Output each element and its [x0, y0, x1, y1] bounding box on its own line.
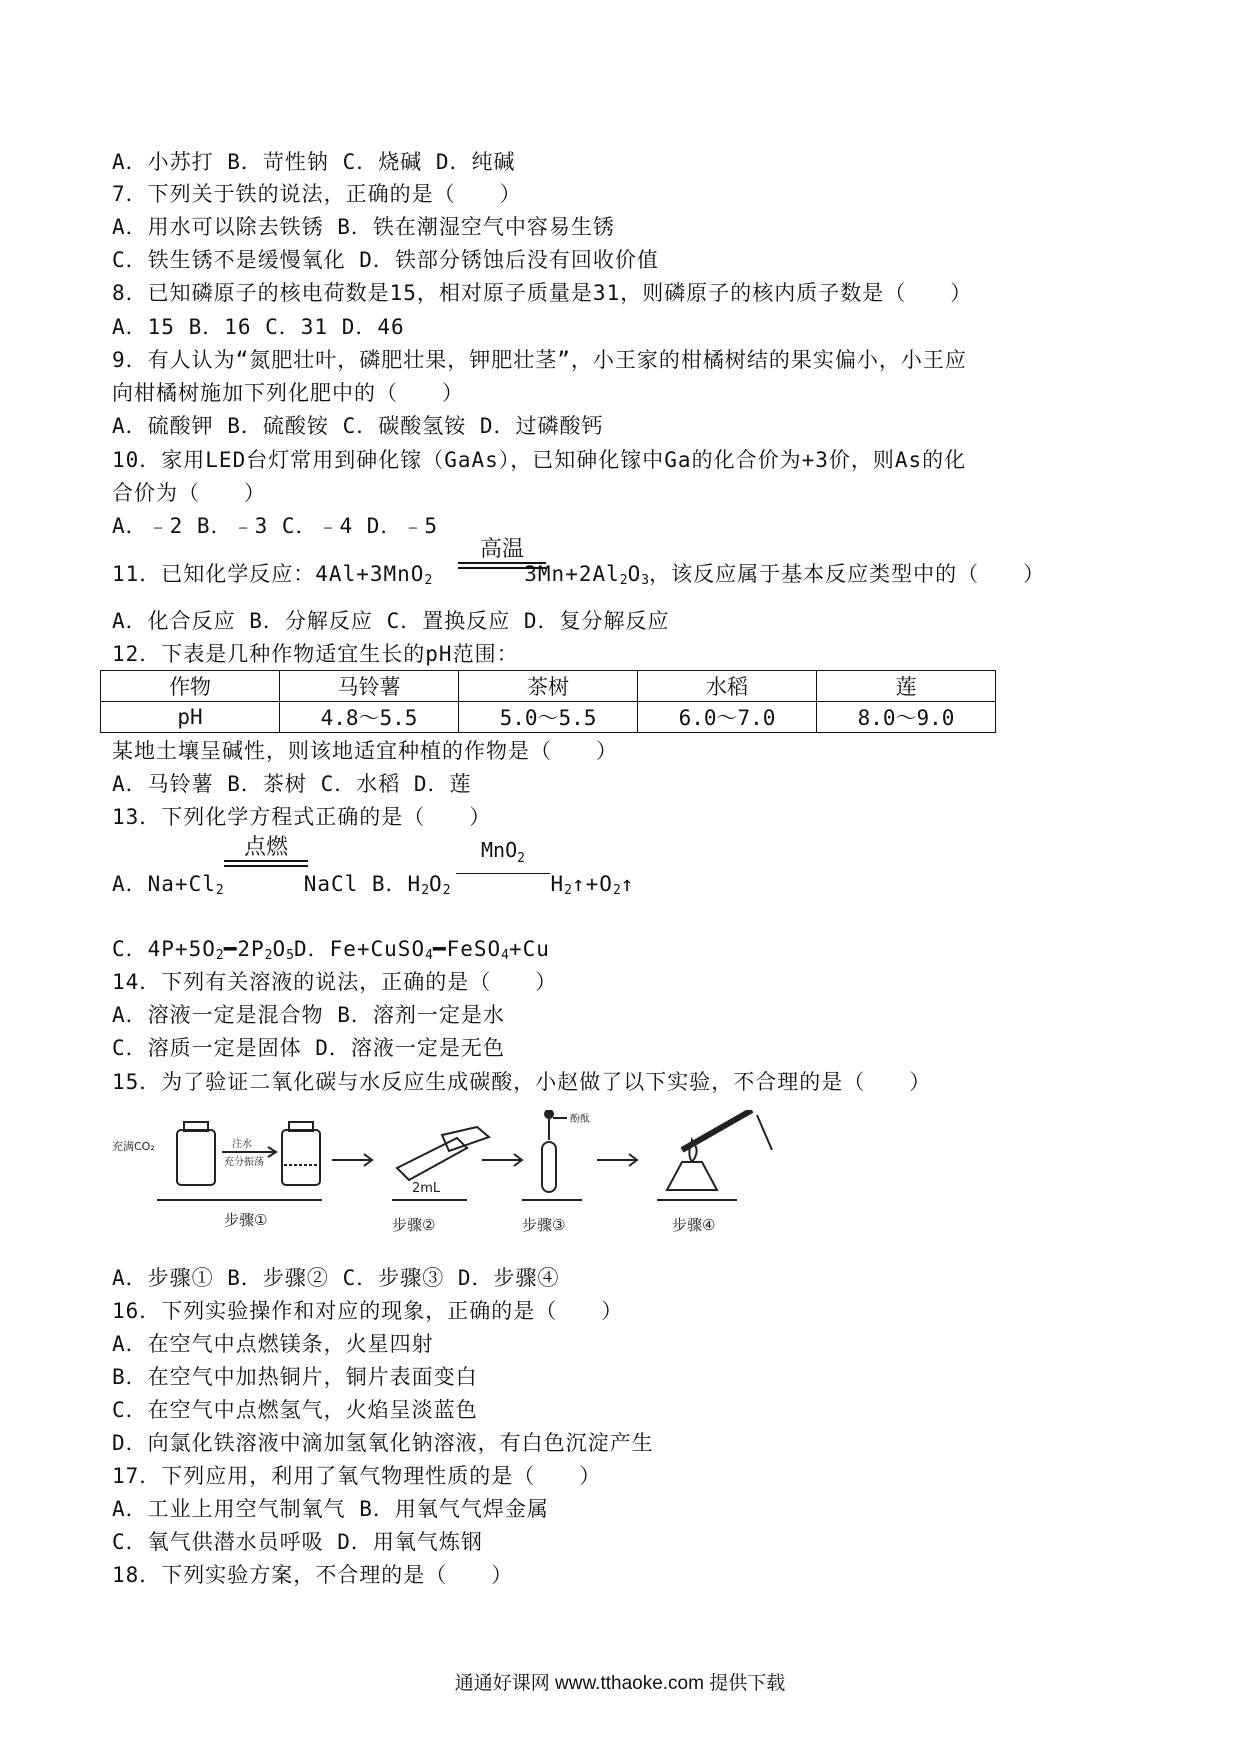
q10-stem: 10．家用LED台灯常用到砷化镓（GaAs），已知砷化镓中Ga的化合价为+3价，则As的化	[112, 448, 967, 472]
table-row	[101, 671, 996, 702]
test-tube	[542, 1142, 556, 1192]
q16-option-c: C．在空气中点燃氢气，火焰呈淡蓝色	[112, 1398, 478, 1422]
q11-stem: 11．已知化学反应：4Al+3MnO$_2$ $3Mn+2Al_2O_3$，该反应属于基本反应类型中的（ ）	[112, 562, 1046, 588]
q13b-condition: MnO$_2$	[456, 838, 550, 874]
q16-option-b: B．在空气中加热铜片，铜片表面变白	[112, 1365, 478, 1389]
q12-question: 某地土壤呈碱性，则该地适宜种植的作物是（ ）	[112, 739, 618, 763]
q14-options-ab: A．溶液一定是混合物 B．溶剂一定是水	[112, 1003, 505, 1027]
q8-stem: 8．已知磷原子的核电荷数是15，相对原子质量是31，则磷原子的核内质子数是（ ）	[112, 281, 973, 305]
q12-options: A．马铃薯 B．茶树 C．水稻 D．莲	[112, 772, 472, 796]
step-label: 步骤③	[522, 1216, 566, 1234]
q13a-reactants: A．Na+Cl	[112, 872, 216, 896]
alcohol-lamp	[667, 1162, 717, 1190]
q17-options-cd: C．氧气供潜水员呼吸 D．用氧气炼钢	[112, 1530, 483, 1554]
pouring-tube	[397, 1138, 467, 1180]
q7-options-ab: A．用水可以除去铁锈 B．铁在潮湿空气中容易生锈	[112, 215, 615, 239]
table-row	[101, 702, 996, 733]
q11-condition	[458, 538, 546, 569]
q10-stem-cont: 合价为（ ）	[112, 481, 266, 505]
q11-condition-text: 高温	[479, 537, 524, 562]
label-2ml: 2mL	[412, 1181, 441, 1196]
q13a-products: NaCl B．H	[303, 872, 422, 896]
tube-holder	[757, 1115, 772, 1150]
q16-option-a: A．在空气中点燃镁条，火星四射	[112, 1332, 434, 1356]
q13a-condition	[224, 836, 308, 867]
q11-options: A．化合反应 B．分解反应 C．置换反应 D．复分解反应	[112, 609, 670, 633]
q14-options-cd: C．溶质一定是固体 D．溶液一定是无色	[112, 1036, 505, 1060]
q9-stem-cont: 向柑橘树施加下列化肥中的（ ）	[112, 381, 464, 405]
q7-options-cd: C．铁生锈不是缓慢氧化 D．铁部分锈蚀后没有回收价值	[112, 248, 659, 272]
q8-options: A．15 B．16 C．31 D．46	[112, 315, 405, 339]
page-footer: 通通好课网 www.tthaoke.com 提供下载	[454, 1673, 786, 1694]
q10-options: A．﹣2 B．﹣3 C．﹣4 D．﹣5	[112, 514, 439, 538]
co2-bottle	[177, 1130, 215, 1185]
q6-options: A．小苏打 B．苛性钠 C．烧碱 D．纯碱	[112, 150, 516, 174]
table-cell: 6.0～7.0	[638, 702, 817, 733]
arrow-2-3	[482, 1154, 522, 1166]
ph-table	[100, 670, 996, 733]
label-shake: 充分振荡	[224, 1157, 264, 1168]
q13-stem: 13．下列化学方程式正确的是（ ）	[112, 805, 492, 829]
heated-test-tube	[682, 1110, 752, 1150]
q17-stem: 17．下列应用，利用了氧气物理性质的是（ ）	[112, 1464, 602, 1488]
q18-stem: 18．下列实验方案，不合理的是（ ）	[112, 1563, 514, 1587]
q11-reactants: 11．已知化学反应：4Al+3MnO	[112, 562, 425, 586]
q13c-reactants: C．4P+5O	[112, 937, 216, 961]
table-header-cell: 莲	[817, 671, 996, 702]
q13b-condition-text: MnO	[481, 838, 518, 862]
q16-option-d: D．向氯化铁溶液中滴加氢氧化钠溶液，有白色沉淀产生	[112, 1431, 654, 1455]
q11-products: 3Mn+2Al	[524, 562, 620, 586]
q15-options: A．步骤① B．步骤② C．步骤③ D．步骤④	[112, 1266, 560, 1290]
table-header-cell: 茶树	[459, 671, 638, 702]
dropper-bulb	[545, 1110, 553, 1118]
step-label: 步骤①	[224, 1211, 268, 1229]
q14-stem: 14．下列有关溶液的说法，正确的是（ ）	[112, 970, 558, 994]
q11-equals-sign	[458, 562, 546, 569]
table-row-label: pH	[101, 702, 280, 733]
q13b-products: H	[550, 872, 565, 896]
step-label: 步骤④	[672, 1216, 716, 1234]
table-cell: 4.8～5.5	[280, 702, 459, 733]
q13-options-cd: C．$4P+5O_2━2P_2O_5D$．Fe+CuSO$_4$━FeSO$_4$+Cu	[112, 937, 550, 963]
q9-options: A．硫酸钾 B．硫酸铵 C．碳酸氢铵 D．过磷酸钙	[112, 414, 604, 438]
q9-stem: 9．有人认为“氮肥壮叶，磷肥壮果，钾肥壮茎”，小王家的柑橘树结的果实偏小，小王应	[112, 348, 967, 372]
table-header-cell: 作物	[101, 671, 280, 702]
arrow-1-2	[332, 1154, 372, 1166]
experiment-figure	[112, 1110, 812, 1260]
table-cell: 8.0～9.0	[817, 702, 996, 733]
q13b-arrow-line	[456, 873, 550, 874]
q7-stem: 7．下列关于铁的说法，正确的是（ ）	[112, 182, 522, 206]
label-water: 注水	[232, 1139, 252, 1150]
q11-tail: ，该反应属于基本反应类型中的（ ）	[649, 562, 1046, 586]
q13a-equals-sign	[224, 860, 308, 867]
label-indicator: 酚酞	[570, 1114, 590, 1125]
q15-stem: 15．为了验证二氧化碳与水反应生成碳酸，小赵做了以下实验，不合理的是（ ）	[112, 1070, 932, 1094]
label-co2: 充满CO₂	[112, 1140, 155, 1153]
table-header-cell: 马铃薯	[280, 671, 459, 702]
table-header-cell: 水稻	[638, 671, 817, 702]
step-label: 步骤②	[392, 1216, 436, 1234]
q13a-condition-text: 点燃	[243, 835, 288, 860]
q16-stem: 16．下列实验操作和对应的现象，正确的是（ ）	[112, 1299, 624, 1323]
arrow-3-4	[597, 1154, 637, 1166]
table-cell: 5.0～5.5	[459, 702, 638, 733]
q13-options-ab: A．$Na+Cl_2$ NaCl B．$H_2O_2$ $H_2↑+O_2↑$	[112, 872, 635, 898]
q12-stem: 12．下表是几种作物适宜生长的pH范围：	[112, 642, 519, 666]
shaken-bottle	[282, 1130, 320, 1185]
q17-options-ab: A．工业上用空气制氧气 B．用氧气气焊金属	[112, 1497, 549, 1521]
